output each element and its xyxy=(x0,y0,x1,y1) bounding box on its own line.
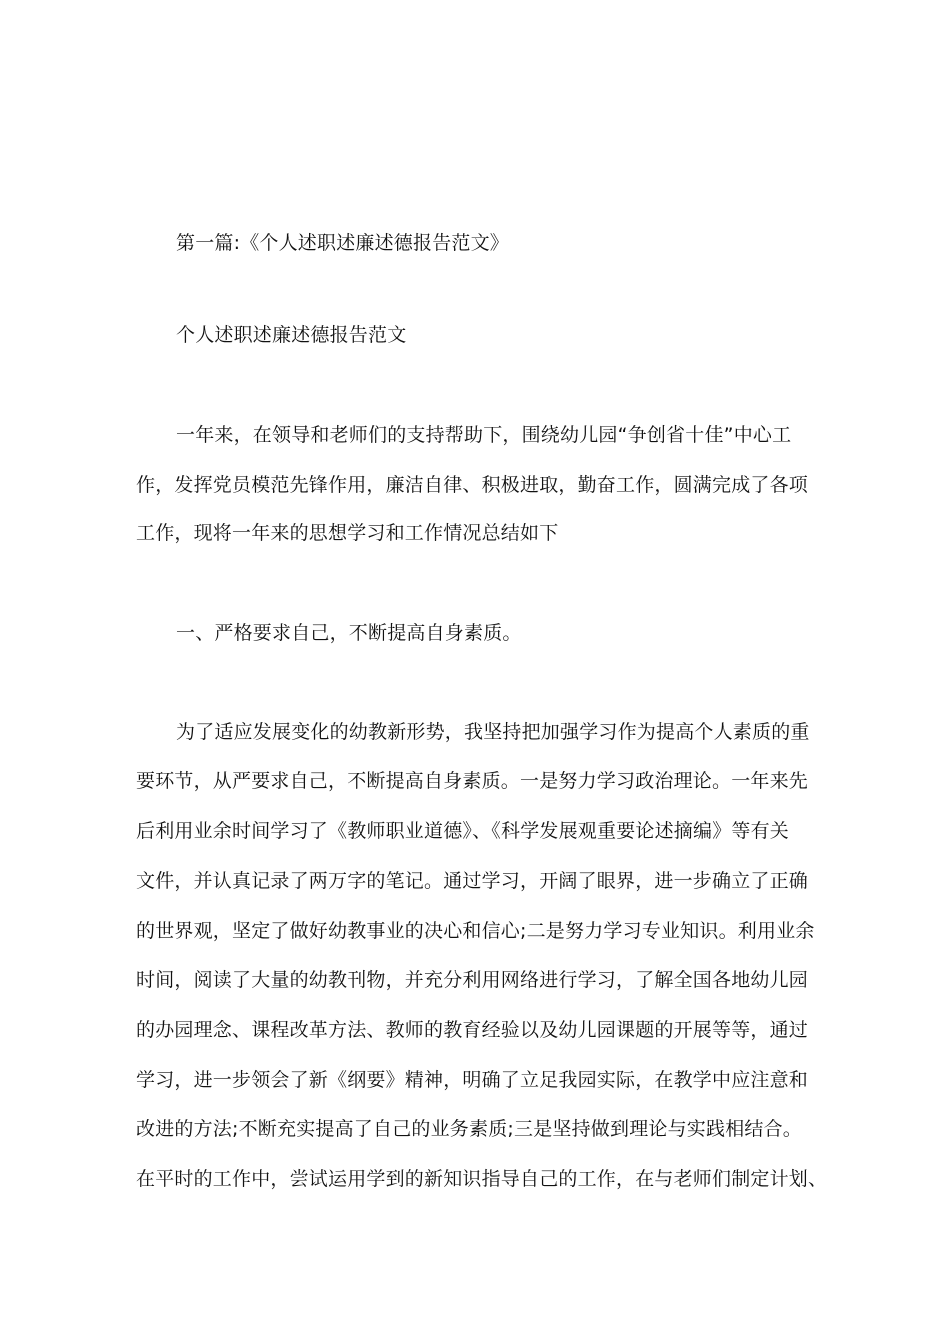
intro-line-2: 作，发挥党员模范先锋作用，廉洁自律、积极进取，勤奋工作，圆满完成了各项 xyxy=(136,474,809,496)
section-1-line-1: 为了适应发展变化的幼教新形势，我坚持把加强学习作为提高个人素质的重 xyxy=(176,721,810,743)
intro-line-1: 一年来，在领导和老师们的支持帮助下，围绕幼儿园“争创省十佳”中心工 xyxy=(176,424,792,446)
section-1-line-7: 的办园理念、课程改革方法、教师的教育经验以及幼儿园课题的开展等等，通过 xyxy=(136,1019,809,1041)
section-1-line-6: 时间，阅读了大量的幼教刊物，并充分利用网络进行学习，了解全国各地幼儿园 xyxy=(136,969,809,991)
intro-line-3: 工作，现将一年来的思想学习和工作情况总结如下 xyxy=(136,522,559,544)
section-1-line-4: 文件，并认真记录了两万字的笔记。通过学习，开阔了眼界，进一步确立了正确 xyxy=(136,870,809,892)
section-1-line-2: 要环节，从严要求自己，不断提高自身素质。一是努力学习政治理论。一年来先 xyxy=(136,770,809,792)
section-1-line-5: 的世界观，坚定了做好幼教事业的决心和信心;二是努力学习专业知识。利用业余 xyxy=(136,920,815,942)
section-1-line-9: 改进的方法;不断充实提高了自己的业务素质;三是坚持做到理论与实践相结合。 xyxy=(136,1118,803,1140)
section-1-line-3: 后利用业余时间学习了《教师职业道德》、《科学发展观重要论述摘编》等有关 xyxy=(136,820,790,842)
section-1-line-8: 学习，进一步领会了新《纲要》精神，明确了立足我园实际，在教学中应注意和 xyxy=(136,1069,809,1091)
document-subtitle: 个人述职述廉述德报告范文 xyxy=(176,324,407,346)
section-1-heading: 一、严格要求自己，不断提高自身素质。 xyxy=(176,622,522,644)
chapter-title: 第一篇:《个人述职述廉述德报告范文》 xyxy=(176,232,510,254)
section-1-line-10: 在平时的工作中，尝试运用学到的新知识指导自己的工作，在与老师们制定计划、 xyxy=(136,1168,828,1190)
